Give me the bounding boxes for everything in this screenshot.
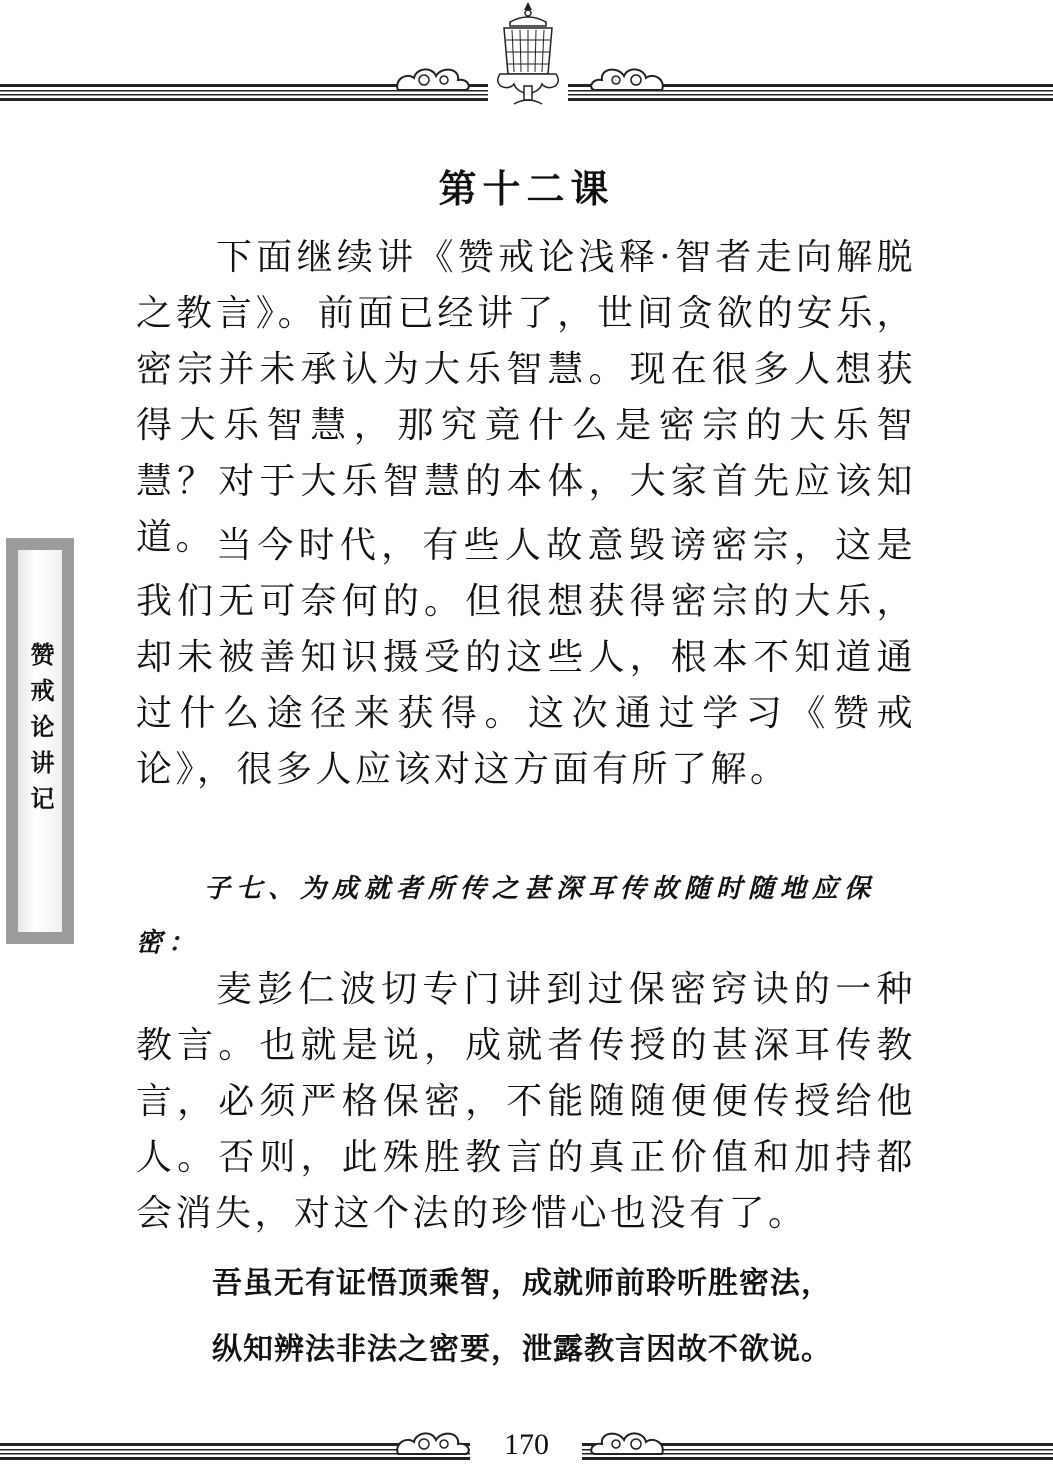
cloud-ornament-icon [394,62,472,94]
side-tab [6,538,74,944]
paragraph-text: 当今时代，有些人故意毁谤密宗，这是我们无可奈何的。但很想获得密宗的大乐，却未被善知识摄受的这些人，根本不知道通过什么途径来获得。这次通过学习《赞戒论》，很多人应该对这方面有所了解。 [136,525,916,790]
page-number: 170 [504,1428,549,1461]
body-paragraph-1 [136,230,916,566]
body-paragraph-3 [136,962,916,1242]
section-heading: 子七、为成就者所传之甚深耳传故随时随地应保密： [136,874,877,958]
victory-banner-icon [488,0,568,108]
paragraph-text: 麦彭仁波切专门讲到过保密窍诀的一种教言。也就是说，成就者传授的甚深耳传教言，必须严格保密，不能随随便便传授给他人。否则，此殊胜教言的真正价值和加持都会消失，对这个法的珍惜心也没有了。 [136,969,916,1234]
body-paragraph-2 [136,518,916,798]
lesson-title: 第十二课 [438,166,615,211]
verse-line-1: 吾虽无有证悟顶乘智，成就师前聆听胜密法， [212,1266,832,1301]
book-title-tab: 赞戒论讲记 [26,642,55,822]
paragraph-text: 下面继续讲《赞戒论浅释·智者走向解脱之教言》。前面已经讲了，世间贪欲的安乐，密宗并未承认为大乐智慧。现在很多人想获得大乐智慧，那究竟什么是密宗的大乐智慧？对于大乐智慧的本体，大家首先应该知道。 [136,237,916,558]
cloud-ornament-icon [588,62,666,94]
side-tab-inner [18,550,62,932]
verse-line-2: 纵知辨法非法之密要，泄露教言因故不欲说。 [212,1332,832,1367]
